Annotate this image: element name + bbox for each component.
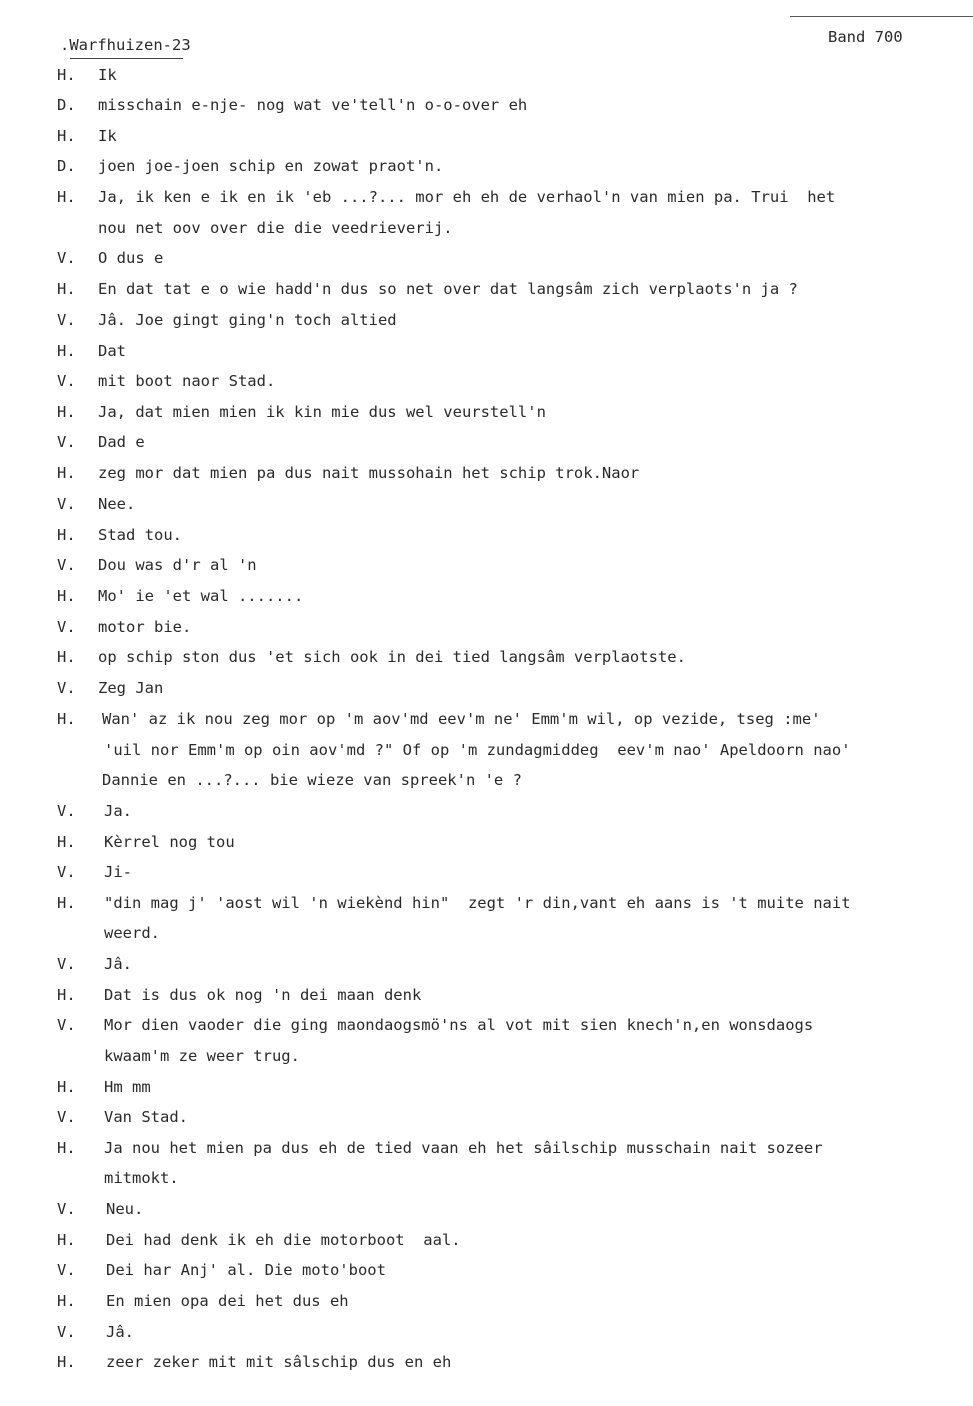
utterance-text: zeer zeker mit mit sâlschip dus en eh [106, 1353, 452, 1371]
transcript-line [0, 249, 973, 271]
transcript-line [0, 955, 973, 977]
utterance-text: Dad e [98, 433, 145, 451]
transcript-line [0, 372, 973, 394]
title-underline [70, 58, 183, 59]
utterance-text: Dat is dus ok nog 'n dei maan denk [104, 986, 422, 1004]
transcript-line [0, 311, 973, 333]
transcript-line [0, 648, 973, 670]
speaker-label: V. [57, 311, 76, 329]
utterance-text: Ik [98, 127, 117, 145]
utterance-text: Van Stad. [104, 1108, 188, 1126]
utterance-text: Kèrrel nog tou [104, 833, 235, 851]
transcript-line [0, 157, 973, 179]
transcript-line [0, 771, 973, 793]
transcript-line [0, 1231, 973, 1253]
speaker-label: H. [57, 710, 76, 728]
utterance-text: Jâ. [104, 955, 132, 973]
transcript-line [0, 741, 973, 763]
band-number: Band 700 [828, 28, 903, 46]
utterance-text: O dus e [98, 249, 164, 267]
speaker-label: V. [57, 863, 76, 881]
speaker-label: V. [57, 433, 76, 451]
utterance-text: Ji- [104, 863, 132, 881]
utterance-text: Jâ. [106, 1323, 134, 1341]
transcript-line [0, 1292, 973, 1314]
utterance-text: Hm mm [104, 1078, 151, 1096]
utterance-text: "din mag j' 'aost wil 'n wiekènd hin" zegt 'r din,vant eh aans is 't muite nait [104, 894, 851, 912]
transcript-line [0, 618, 973, 640]
transcript-line [0, 188, 973, 210]
speaker-label: D. [57, 157, 76, 175]
speaker-label: V. [57, 1200, 76, 1218]
speaker-label: V. [57, 1323, 76, 1341]
utterance-text: weerd. [104, 924, 160, 942]
transcript-line [0, 495, 973, 517]
utterance-text: Zeg Jan [98, 679, 164, 697]
utterance-text: Stad tou. [98, 526, 182, 544]
utterance-text: Nee. [98, 495, 136, 513]
speaker-label: H. [57, 1078, 76, 1096]
transcript-line [0, 464, 973, 486]
speaker-label: H. [57, 342, 76, 360]
utterance-text: En mien opa dei het dus eh [106, 1292, 349, 1310]
speaker-label: V. [57, 618, 76, 636]
speaker-label: H. [57, 894, 76, 912]
utterance-text: Ja, ik ken e ik en ik 'eb ...?... mor eh eh de verhaol'n van mien pa. Trui het [98, 188, 836, 206]
speaker-label: H. [57, 188, 76, 206]
utterance-text: Dat [98, 342, 126, 360]
speaker-label: V. [57, 679, 76, 697]
utterance-text: Ja. [104, 802, 132, 820]
speaker-label: H. [57, 1139, 76, 1157]
utterance-text: Dannie en ...?... bie wieze van spreek'n 'e ? [102, 771, 522, 789]
transcript-line [0, 1261, 973, 1283]
utterance-text: En dat tat e o wie hadd'n dus so net over dat langsâm zich verplaots'n ja ? [98, 280, 798, 298]
transcript-line [0, 1108, 973, 1130]
transcript-line [0, 66, 973, 88]
utterance-text: mit boot naor Stad. [98, 372, 276, 390]
transcript-line [0, 1169, 973, 1191]
transcript-line [0, 342, 973, 364]
header-rule [790, 16, 973, 17]
utterance-text: kwaam'm ze weer trug. [104, 1047, 300, 1065]
speaker-label: H. [57, 403, 76, 421]
utterance-text: Ja, dat mien mien ik kin mie dus wel veurstell'n [98, 403, 546, 421]
transcript-line [0, 526, 973, 548]
utterance-text: Mo' ie 'et wal ....... [98, 587, 304, 605]
transcript-line [0, 802, 973, 824]
transcript-line [0, 1323, 973, 1345]
utterance-text: Dei had denk ik eh die motorboot aal. [106, 1231, 461, 1249]
speaker-label: H. [57, 464, 76, 482]
speaker-label: V. [57, 556, 76, 574]
utterance-text: misschain e-nje- nog wat ve'tell'n o-o-over eh [98, 96, 528, 114]
utterance-text: Ik [98, 66, 117, 84]
utterance-text: 'uil nor Emm'm op oin aov'md ?" Of op 'm zundagmiddeg eev'm nao' Apeldoorn nao' [104, 741, 851, 759]
utterance-text: zeg mor dat mien pa dus nait mussohain het schip trok.Naor [98, 464, 640, 482]
transcript-line [0, 924, 973, 946]
transcript-line [0, 679, 973, 701]
speaker-label: V. [57, 249, 76, 267]
speaker-label: H. [57, 1292, 76, 1310]
utterance-text: Mor dien vaoder die ging maondaogsmö'ns al vot mit sien knech'n,en wonsdaogs [104, 1016, 814, 1034]
speaker-label: H. [57, 280, 76, 298]
transcript-line [0, 1139, 973, 1161]
utterance-text: Jâ. Joe gingt ging'n toch altied [98, 311, 397, 329]
transcript-line [0, 1047, 973, 1069]
transcript-line [0, 587, 973, 609]
utterance-text: Neu. [106, 1200, 144, 1218]
speaker-label: D. [57, 96, 76, 114]
transcript-line [0, 556, 973, 578]
utterance-text: joen joe-joen schip en zowat praot'n. [98, 157, 444, 175]
speaker-label: H. [57, 833, 76, 851]
speaker-label: V. [57, 802, 76, 820]
speaker-label: V. [57, 955, 76, 973]
speaker-label: H. [57, 66, 76, 84]
speaker-label: V. [57, 495, 76, 513]
transcript-line [0, 280, 973, 302]
utterance-text: op schip ston dus 'et sich ook in dei tied langsâm verplaotste. [98, 648, 686, 666]
speaker-label: V. [57, 372, 76, 390]
utterance-text: motor bie. [98, 618, 192, 636]
utterance-text: nou net oov over die die veedrieverij. [98, 219, 453, 237]
speaker-label: H. [57, 526, 76, 544]
transcript-line [0, 433, 973, 455]
speaker-label: V. [57, 1261, 76, 1279]
transcript-line [0, 1078, 973, 1100]
speaker-label: H. [57, 648, 76, 666]
transcript-line [0, 710, 973, 732]
document-title: .Warfhuizen-23 [60, 36, 191, 54]
utterance-text: Dei har Anj' al. Die moto'boot [106, 1261, 386, 1279]
transcript-line [0, 1016, 973, 1038]
speaker-label: V. [57, 1016, 76, 1034]
speaker-label: H. [57, 1231, 76, 1249]
utterance-text: Wan' az ik nou zeg mor op 'm aov'md eev'm ne' Emm'm wil, op vezide, tseg :me' [102, 710, 821, 728]
speaker-label: H. [57, 1353, 76, 1371]
transcript-line [0, 219, 973, 241]
speaker-label: H. [57, 986, 76, 1004]
transcript-line [0, 1353, 973, 1375]
speaker-label: V. [57, 1108, 76, 1126]
transcript-line [0, 833, 973, 855]
transcript-line [0, 127, 973, 149]
utterance-text: Dou was d'r al 'n [98, 556, 257, 574]
utterance-text: mitmokt. [104, 1169, 179, 1187]
speaker-label: H. [57, 127, 76, 145]
transcript-line [0, 403, 973, 425]
speaker-label: H. [57, 587, 76, 605]
transcript-line [0, 863, 973, 885]
transcript-line [0, 96, 973, 118]
transcript-line [0, 986, 973, 1008]
utterance-text: Ja nou het mien pa dus eh de tied vaan eh het sâilschip musschain nait sozeer [104, 1139, 823, 1157]
transcript-line [0, 894, 973, 916]
transcript-line [0, 1200, 973, 1222]
